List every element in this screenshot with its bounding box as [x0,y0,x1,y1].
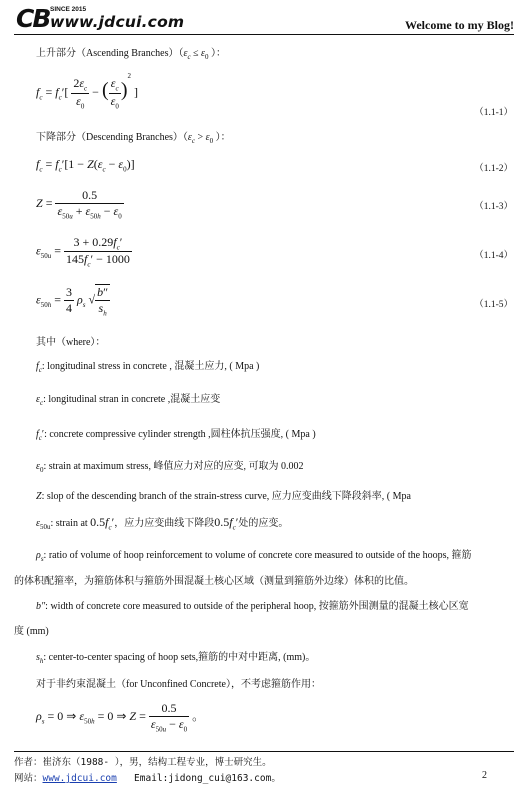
equation-number: （1.1-1） [474,108,513,118]
logo-mark: CB [16,4,50,33]
definition-epsilon-0: $\varepsilon_0$: strain at maximum stress, 峰值应力对应的应变, 可取为 0.002 [36,461,304,474]
ascending-heading: 上升部分（Ascending $Branches)(\varepsilon_c \le \varepsilon_0$ ）： [36,48,226,61]
footer-divider [14,751,514,752]
descending-heading: 下降部分（Descending $Branches)(\varepsilon_c > \varepsilon_0$ ）： [36,132,231,145]
definition-fc-prime: $f_c'$: concrete compressive cylinder strength ,圆柱体抗压强度, ( Mpa ) [36,429,316,442]
equation-1-1-3: Z = $\frac{0.5}{\varepsilon_{50u} + \varepsilon_{50h} - \varepsilon_0}$ [36,188,122,221]
page-number: 2 [482,770,487,781]
equation-number: （1.1-5） [474,300,513,310]
equation-1-1-1: $f_c = f_c'$[ $\frac{2\varepsilon_c}{\varepsilon_0}$ − ( $\frac{\varepsilon_c}{\varepsilon_0}$ )$^2$ ] [36,72,139,111]
definition-z: Z: slop of the descending branch of the strain-stress curve, 应力应变曲线下降段斜率, ( Mpa [36,491,411,502]
logo-since: SINCE 2015 [50,6,87,13]
footer-author: 作者：崔济东（1988- ），男，结构工程专业，博士研究生。 [14,757,272,768]
definition-b-cont: 度 (mm) [14,626,49,637]
unconfined-note: 对于非约束混凝土（for Unconfined Concrete），不考虑箍筋作用： [36,679,321,690]
equation-1-1-4: $\varepsilon_{50u}$ = $\frac{3 + 0.29f_c'}{145f_c' - 1000}$ [36,235,130,269]
definition-epsilon-50u: $\varepsilon_{50u}$: strain at $0.5f_c'$，应力应变曲线下降段$0.5f_c'$处的应变。 [36,515,289,532]
definition-epsilon-c: $\varepsilon_c$: longitudinal stran in concrete ,混凝土应变 [36,394,221,407]
footer-contact: 网站：www.jdcui.com Email:jidong_cui@163.com。 [14,773,281,784]
definition-rho-s-cont: 的体积配箍率，为箍筋体积与箍筋外围混凝土核心区域（测量到箍筋外边缘）体积的比值。 [14,576,414,587]
logo-url: www.jdcui.com [50,13,185,31]
equation-unconfined: $\rho_s = 0$ ⇒ $\varepsilon_{50h} = 0$ ⇒ Z = $\frac{0.5}{\varepsilon_{50u} - \varepsilon_0}$ 。 [36,701,205,734]
equation-number: （1.1-3） [474,202,513,212]
footer-site-link[interactable]: www.jdcui.com [42,773,117,784]
equation-number: （1.1-4） [474,251,513,261]
definition-fc: $f_c$: longitudinal stress in concrete , 混凝土应力, ( Mpa ) [36,361,260,374]
definition-sh: $s_h$: center-to-center spacing of hoop sets,箍筋的中对中距离, (mm)。 [36,652,316,665]
footer-email: Email:jidong_cui@163.com。 [134,773,281,784]
header-divider [14,34,514,35]
equation-1-1-2: $f_c = f_c'[1 - Z(\varepsilon_c - \varepsilon_0)]$ [36,157,135,174]
equation-1-1-5: $\varepsilon_{50h}$ = $\frac{3}{4}$ $\rho_s$ √ $\frac{b''}{s_h}$ [36,285,109,318]
where-heading: 其中（where）： [36,337,106,348]
definition-rho-s: $\rho_s$: ratio of volume of hoop reinforcement to volume of concrete core measured to outside of the hoops, 箍筋 [36,550,472,563]
equation-number: （1.1-2） [474,164,513,174]
definition-b: b″: width of concrete core measured to outside of the peripheral hoop, 按箍筋外围测量的混凝土核心区宽 [36,601,469,612]
welcome-text: Welcome to my Blog! [405,18,514,32]
